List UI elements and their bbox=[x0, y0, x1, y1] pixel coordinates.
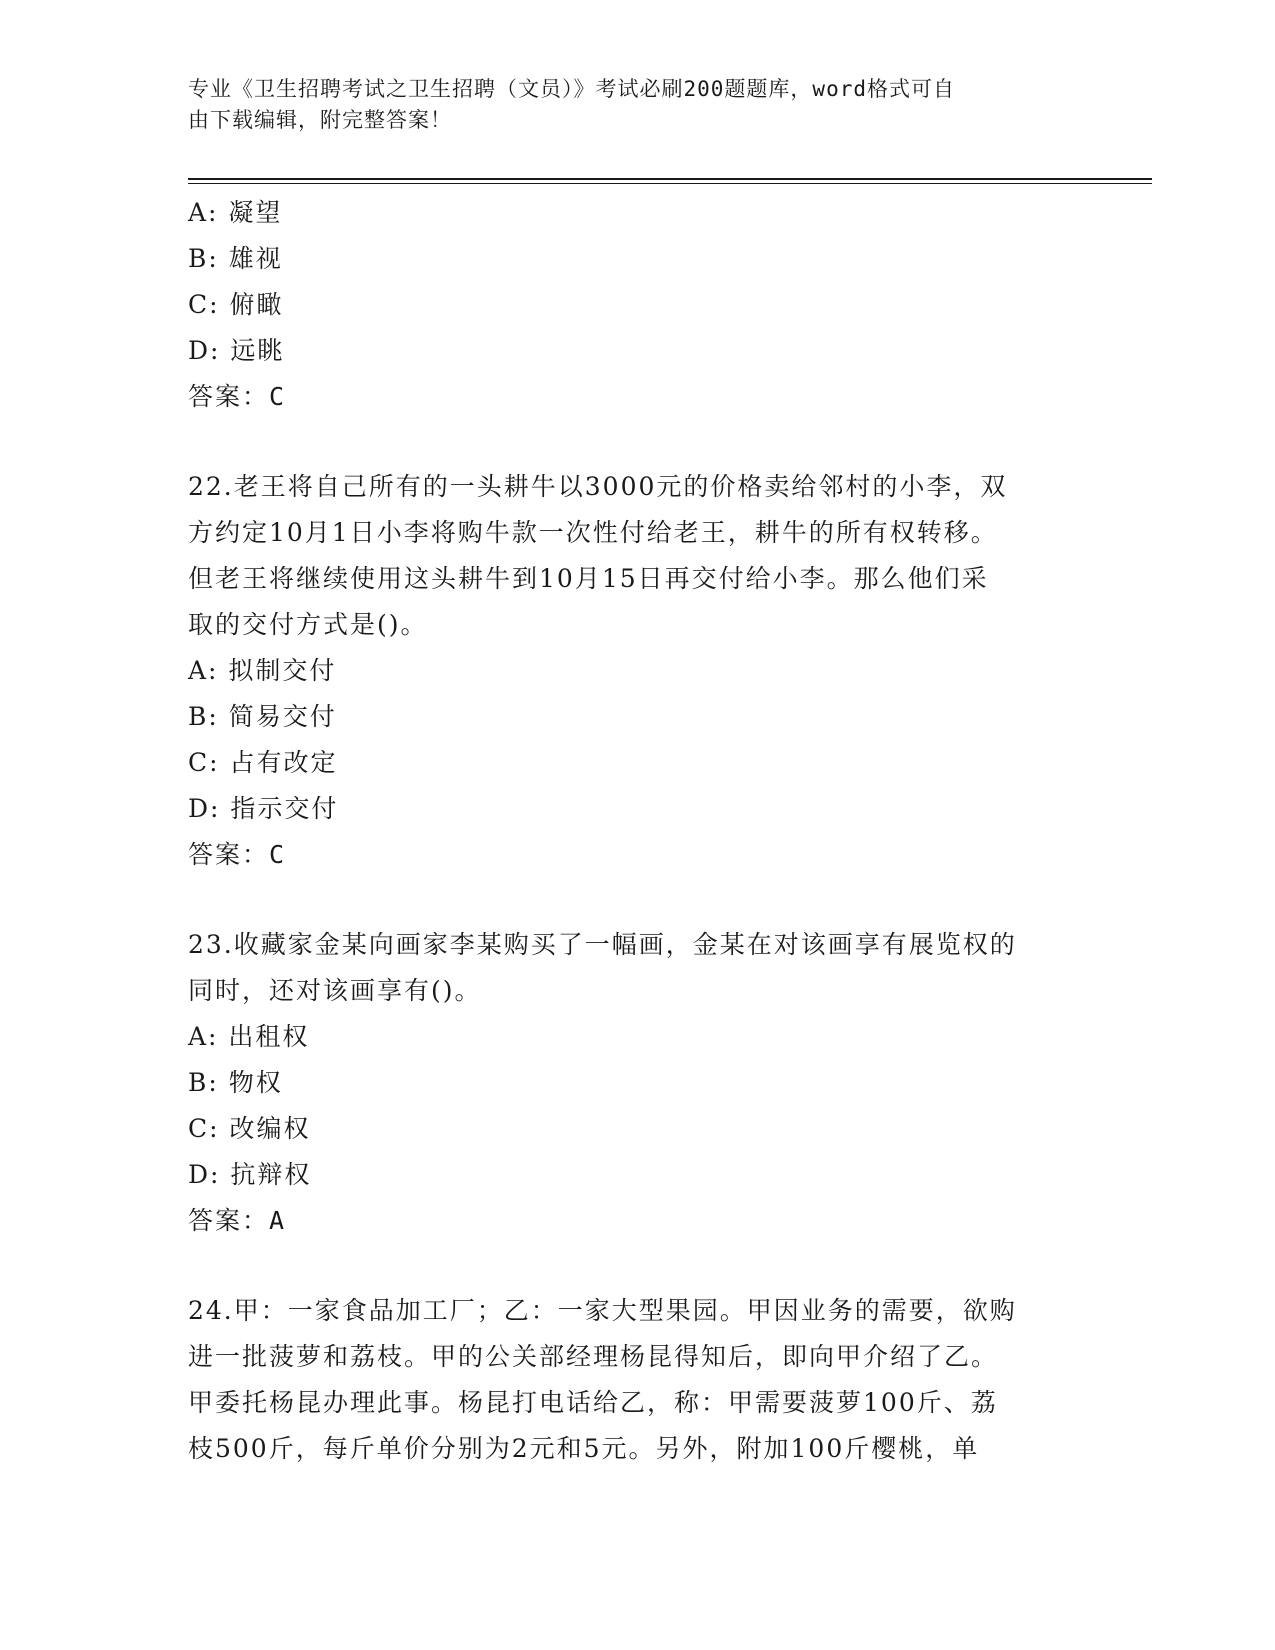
header-rule-thick bbox=[188, 178, 1152, 180]
question-22 bbox=[188, 464, 1088, 878]
option-b: B: 雄视 bbox=[188, 244, 283, 273]
option-a: A: 出租权 bbox=[188, 1022, 310, 1051]
document-header bbox=[188, 74, 1088, 136]
answer: 答案：C bbox=[188, 382, 287, 411]
question-21 bbox=[188, 190, 1088, 420]
option-a: A: 凝望 bbox=[188, 198, 283, 227]
option-a: A: 拟制交付 bbox=[188, 656, 337, 685]
question-text-line: 同时，还对该画享有()。 bbox=[188, 976, 482, 1005]
question-text-line: 方约定10月1日小李将购牛款一次性付给老王，耕牛的所有权转移。 bbox=[188, 518, 998, 547]
option-d: D: 指示交付 bbox=[188, 794, 339, 823]
option-c: C: 占有改定 bbox=[188, 748, 338, 777]
header-rule-thin bbox=[188, 183, 1152, 184]
option-d: D: 远眺 bbox=[188, 336, 285, 365]
question-text-line: 23.收藏家金某向画家李某购买了一幅画，金某在对该画享有展览权的 bbox=[188, 930, 1017, 959]
option-b: B: 物权 bbox=[188, 1068, 283, 1097]
question-gap bbox=[188, 878, 1088, 922]
question-text-line: 甲委托杨昆办理此事。杨昆打电话给乙，称：甲需要菠萝100斤、荔 bbox=[188, 1388, 998, 1417]
question-text-line: 24.甲：一家食品加工厂；乙：一家大型果园。甲因业务的需要，欲购 bbox=[188, 1296, 1017, 1325]
question-gap bbox=[188, 420, 1088, 464]
question-text-line: 进一批菠萝和荔枝。甲的公关部经理杨昆得知后，即向甲介绍了乙。 bbox=[188, 1342, 999, 1371]
header-line-1: 专业《卫生招聘考试之卫生招聘（文员）》考试必刷200题题库，word格式可自 bbox=[188, 77, 955, 101]
question-23 bbox=[188, 922, 1088, 1244]
answer: 答案：C bbox=[188, 840, 287, 869]
document-body bbox=[188, 190, 1088, 1472]
question-gap bbox=[188, 1244, 1088, 1288]
question-text-line: 22.老王将自己所有的一头耕牛以3000元的价格卖给邻村的小李，双 bbox=[188, 472, 1008, 501]
option-b: B: 简易交付 bbox=[188, 702, 337, 731]
question-24 bbox=[188, 1288, 1088, 1472]
question-text-line: 取的交付方式是()。 bbox=[188, 610, 428, 639]
answer: 答案：A bbox=[188, 1206, 287, 1235]
option-c: C: 俯瞰 bbox=[188, 290, 284, 319]
question-text-line: 枝500斤，每斤单价分别为2元和5元。另外，附加100斤樱桃，单 bbox=[188, 1434, 980, 1463]
option-d: D: 抗辩权 bbox=[188, 1160, 312, 1189]
option-c: C: 改编权 bbox=[188, 1114, 311, 1143]
question-text-line: 但老王将继续使用这头耕牛到10月15日再交付给小李。那么他们采 bbox=[188, 564, 989, 593]
header-line-2: 由下载编辑，附完整答案！ bbox=[188, 108, 452, 132]
